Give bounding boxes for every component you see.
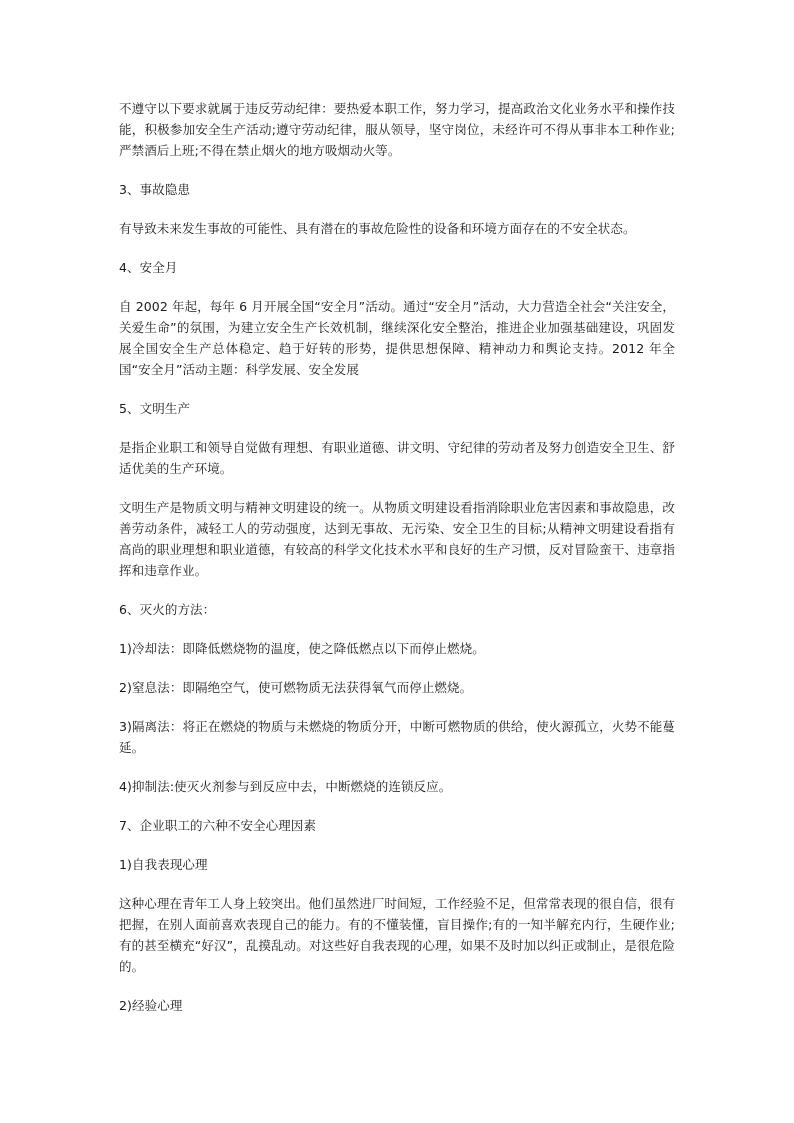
paragraph-inhibition-method: 4)抑制法:使灭火剂参与到反应中去，中断燃烧的连锁反应。 xyxy=(119,779,452,794)
paragraph-civilized-production-unity: 文明生产是物质文明与精神文明建设的统一。从物质文明建设看指消除职业危害因素和事故隐患，改善劳动条件，减轻工人的劳动强度，达到无事故、无污染、安全卫生的目标;从精神文明建设看指有高尚的职业理想和职业道德，有较高的科学文化技术水平和良好的生产习惯，反对冒险蛮干、违章指挥和违章作业。 xyxy=(119,500,675,578)
heading-civilized-production: 5、文明生产 xyxy=(119,401,191,416)
paragraph-self-expression: 这种心理在青年工人身上较突出。他们虽然进厂时间短，工作经验不足，但常常表现的很自信，很有把握，在别人面前喜欢表现自己的能力。有的不懂装懂，盲目操作;有的一知半解充内行，生硬作业;有的甚至横充“好汉”，乱摸乱动。对这些好自我表现的心理，如果不及时加以纠正或制止，是很危险的。 xyxy=(119,896,675,974)
heading-safety-month: 4、安全月 xyxy=(119,260,178,275)
paragraph-isolation-method: 3)隔离法：将正在燃烧的物质与未燃烧的物质分开，中断可燃物质的供给，使火源孤立，火势不能蔓延。 xyxy=(119,719,675,755)
paragraph-accident-hazard: 有导致未来发生事故的可能性、具有潜在的事故危险性的设备和环境方面存在的不安全状态。 xyxy=(119,221,636,236)
paragraph-cooling-method: 1)冷却法：即降低燃烧物的温度，使之降低燃点以下而停止燃烧。 xyxy=(119,641,485,656)
paragraph-civilized-production-definition: 是指企业职工和领导自觉做有理想、有职业道德、讲文明、守纪律的劳动者及努力创造安全卫生、舒适优美的生产环境。 xyxy=(119,440,675,476)
paragraph-smothering-method: 2)窒息法：即隔绝空气，使可燃物质无法获得氧气而停止燃烧。 xyxy=(119,680,473,695)
paragraph-labor-discipline: 不遵守以下要求就属于违反劳动纪律：要热爱本职工作，努力学习，提高政治文化业务水平和操作技能，积极参加安全生产活动;遵守劳动纪律，服从领导，坚守岗位，未经许可不得从事非本工种作业;严禁酒后上班;不得在禁止烟火的地方吸烟动火等。 xyxy=(119,101,675,158)
paragraph-safety-month: 自 2002 年起，每年 6 月开展全国“安全月”活动。通过“安全月”活动，大力营造全社会“关注安全，关爱生命”的氛围，为建立安全生产长效机制，继续深化安全整治，推进企业加强基础建设，巩固发展全国安全生产总体稳定、趋于好转的形势，提供思想保障、精神动力和舆论支持。2012 年全国“安全月”活动主题：科学发展、安全发展 xyxy=(119,299,675,377)
subheading-experience: 2)经验心理 xyxy=(119,998,183,1013)
heading-accident-hazard: 3、事故隐患 xyxy=(119,182,191,197)
subheading-self-expression: 1)自我表现心理 xyxy=(119,857,208,872)
heading-fire-extinguishing-methods: 6、灭火的方法： xyxy=(119,602,216,617)
heading-unsafe-psychological-factors: 7、企业职工的六种不安全心理因素 xyxy=(119,818,317,833)
document-body xyxy=(119,98,675,1034)
